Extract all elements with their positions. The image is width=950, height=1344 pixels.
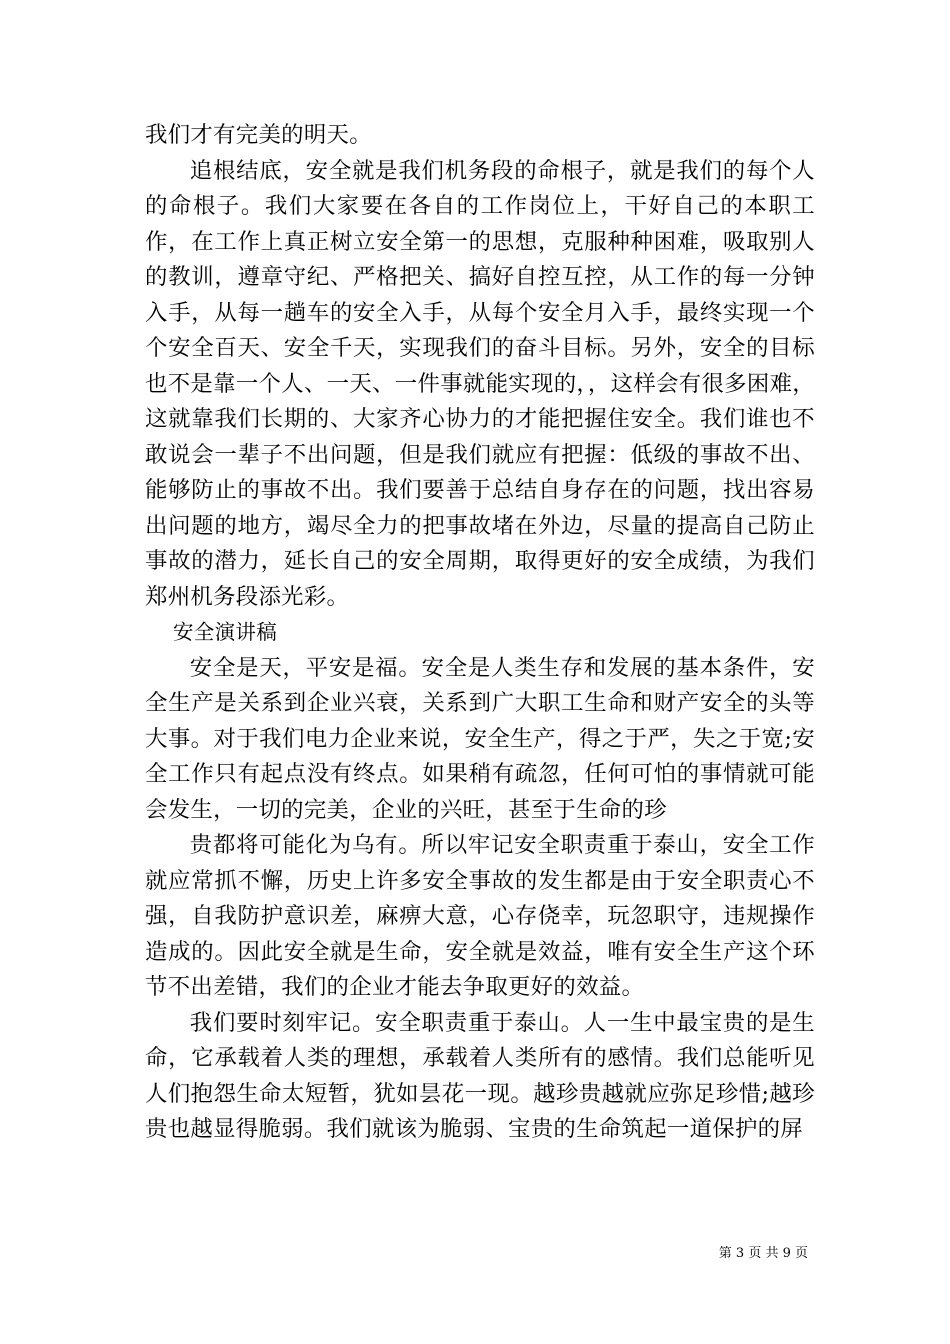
paragraph-safety-lifeline: 追根结底，安全就是我们机务段的命根子，就是我们的每个人的命根子。我们大家要在各自的工作岗位上，干好自己的本职工作，在工作上真正树立安全第一的思想，克服种种困难，吸取别人的教训，遵章守纪、严格把关、搞好自控互控，从工作的每一分钟入手，从每一趟车的安全入手，从每个安全月入手，最终实现一个个安全百天、安全千天，实现我们的奋斗目标。另外，安全的目标也不是靠一个人、一天、一件事就能实现的，，这样会有很多困难，这就靠我们长期的、大家齐心协力的才能把握住安全。我们谁也不敢说会一辈子不出问题，但是我们就应有把握：低级的事故不出、能够防止的事故不出。我们要善于总结自身存在的问题，找出容易出问题的地方，竭尽全力的把事故堵在外边，尽量的提高自己防止事故的潜力，延长自己的安全周期，取得更好的安全成绩，为我们郑州机务段添光彩。 [145, 157, 815, 610]
paragraph-safety-responsibility: 贵都将可能化为乌有。所以牢记安全职责重于泰山，安全工作就应常抓不懈，历史上许多安全事故的发生都是由于安全职责心不强，自我防护意识差，麻痹大意，心存侥幸，玩忽职守，违规操作造成的。因此安全就是生命，安全就是效益，唯有安全生产这个环节不出差错，我们的企业才能去争取更好的效益。 [145, 832, 815, 1000]
paragraph-remember-responsibility: 我们要时刻牢记。安全职责重于泰山。人一生中最宝贵的是生命，它承载着人类的理想，承载着人类所有的感情。我们总能听见人们抱怨生命太短暂，犹如昙花一现。越珍贵越就应弥足珍惜;越珍贵也越显得脆弱。我们就该为脆弱、宝贵的生命筑起一道保护的屏 [145, 1009, 815, 1142]
section-heading: 安全演讲稿 [173, 620, 277, 644]
paragraph-continuation: 我们才有完美的明天。 [145, 122, 372, 148]
page-number: 第 3 页 共 9 页 [718, 1246, 808, 1261]
paragraph-safety-is-heaven: 安全是天，平安是福。安全是人类生存和发展的基本条件，安全生产是关系到企业兴衰，关系到广大职工生命和财产安全的头等大事。对于我们电力企业来说，安全生产，得之于严，失之于宽;安全工作只有起点没有终点。如果稍有疏忽，任何可怕的事情就可能会发生，一切的完美，企业的兴旺，甚至于生命的珍 [145, 654, 815, 823]
document-body [145, 118, 815, 1148]
